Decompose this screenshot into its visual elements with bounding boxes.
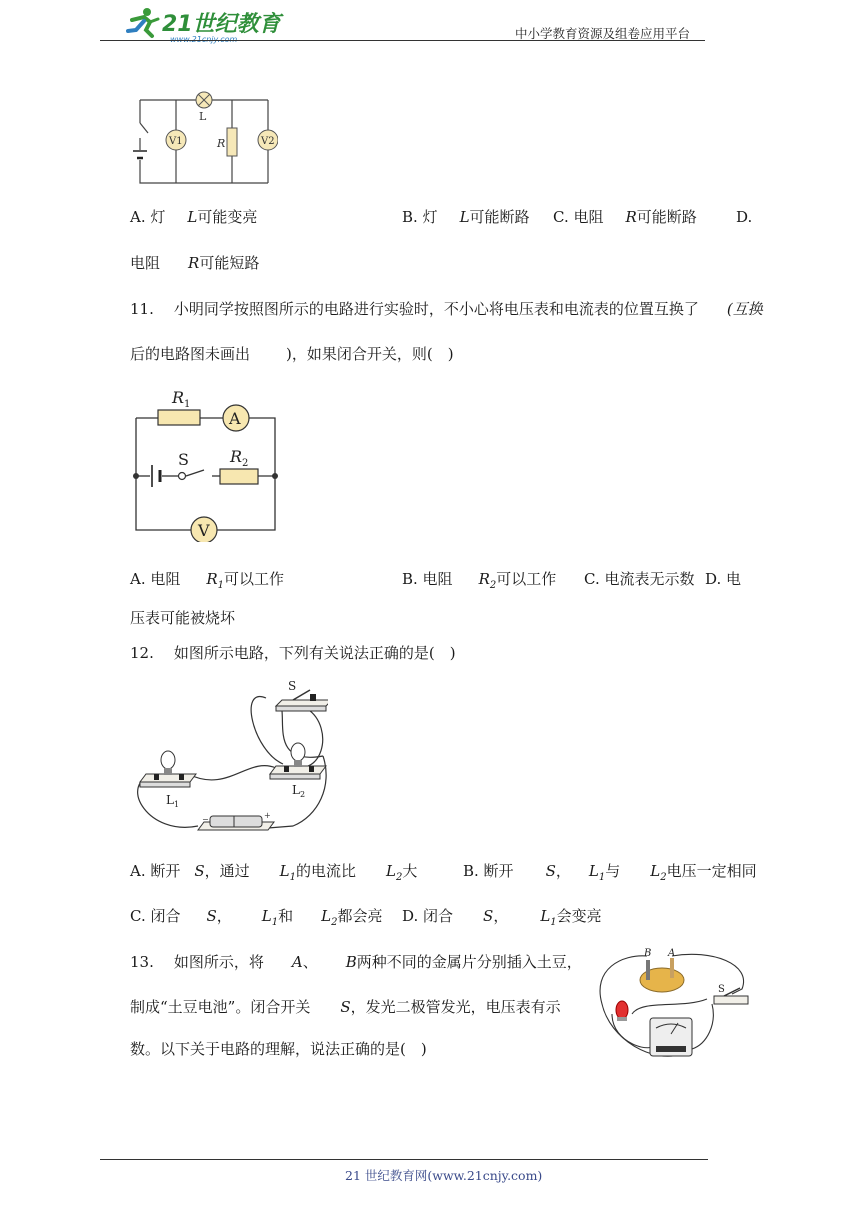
l2-label: $L_2$ (292, 783, 306, 799)
q12-option-c[interactable]: C. 闭合 S， $L_1$和 $L_2$都会亮 (130, 907, 383, 928)
voltmeter-v1-icon (166, 130, 186, 150)
switch-label: S (288, 679, 297, 693)
svg-text:−: − (202, 815, 209, 824)
lamp-label: L (199, 110, 207, 123)
q11-option-c[interactable]: C. 电流表无示数 (584, 570, 695, 588)
q10-option-a[interactable]: A. 灯 L可能变亮 (130, 208, 258, 226)
q13-stem-line2: 制成“土豆电池”。闭合开关 S，发光二极管发光，电压表有示 (130, 998, 561, 1016)
svg-text:+: + (264, 811, 271, 820)
plate-b-label: B (644, 948, 652, 959)
q12-stem: 12. 如图所示电路，下列有关说法正确的是( ) (130, 644, 456, 662)
q13-stem-line3: 数。以下关于电路的理解，说法正确的是( ) (130, 1040, 427, 1058)
q10-option-d-text[interactable]: 电阻 R可能短路 (130, 254, 260, 272)
r1-label: $R_1$ (172, 388, 191, 410)
q10-option-b[interactable]: B. 灯 L可能断路 (402, 208, 530, 226)
logo-text: 21世纪教育 (162, 12, 281, 37)
q10-option-c[interactable]: C. 电阻 R可能断路 (553, 208, 697, 226)
led-icon (616, 1001, 628, 1021)
potato-icon (640, 958, 684, 992)
voltmeter-v2-icon (258, 130, 278, 150)
ammeter-icon (223, 405, 249, 431)
q11-circuit-figure (128, 382, 283, 546)
l1-label: $L_1$ (166, 793, 180, 809)
switch-symbol (179, 473, 186, 480)
q11-option-a[interactable]: A. 电阻 $R_1$可以工作 (130, 570, 285, 591)
lamp-icon (196, 92, 212, 108)
q11-option-d-label[interactable]: D. 电 (705, 570, 742, 588)
svg-text:V2: V2 (261, 136, 275, 147)
footer-text: 21 世纪教育网(www.21cnjy.com) (345, 1168, 543, 1183)
q10-circuit-figure (128, 88, 278, 192)
resistor-r2-symbol (220, 469, 258, 484)
site-logo (120, 4, 290, 44)
switch-label: S (718, 984, 725, 995)
resistor-label: R (217, 137, 226, 150)
q10-option-d-label[interactable]: D. (736, 208, 753, 226)
q11-stem-line2: 后的电路图未画出 )，如果闭合开关，则( ) (130, 345, 454, 363)
q11-option-b[interactable]: B. 电阻 $R_2$可以工作 (402, 570, 557, 591)
bulb-l1-icon (140, 751, 196, 787)
r2-label: $R_2$ (230, 447, 249, 469)
q13-potato-battery-figure (592, 944, 757, 1073)
resistor-r1-symbol (158, 410, 200, 425)
voltmeter-icon (650, 1018, 692, 1056)
svg-text:V: V (198, 521, 210, 540)
switch-device-icon (276, 690, 328, 711)
svg-text:A: A (229, 409, 241, 428)
logo-url: www.21cnjy.com (170, 35, 238, 44)
q12-circuit-figure (128, 676, 328, 840)
q11-option-d-text[interactable]: 压表可能被烧坏 (130, 609, 236, 627)
resistor-symbol (227, 128, 237, 156)
q12-option-d[interactable]: D. 闭合 S， $L_1$会变亮 (402, 907, 602, 928)
q12-option-a[interactable]: A. 断开 S，通过 $L_1$的电流比 $L_2$大 (130, 862, 418, 883)
q13-stem-line1: 13. 如图所示，将 A、 B两种不同的金属片分别插入土豆， (130, 953, 582, 971)
voltmeter-icon (191, 517, 217, 542)
header-divider (100, 40, 705, 41)
plate-a-label: A (668, 948, 676, 959)
footer-divider (100, 1159, 708, 1160)
switch-label: S (178, 450, 189, 469)
header-platform-text: 中小学教育资源及组卷应用平台 (515, 26, 691, 41)
runner-icon (128, 8, 158, 36)
q12-option-b[interactable]: B. 断开 S， $L_1$与 $L_2$电压一定相同 (463, 862, 757, 883)
svg-text:V1: V1 (169, 136, 183, 147)
battery-holder-icon (198, 811, 274, 830)
q11-stem-line1: 11. 小明同学按照图所示的电路进行实验时，不小心将电压表和电流表的位置互换了 (互换 (130, 300, 763, 318)
